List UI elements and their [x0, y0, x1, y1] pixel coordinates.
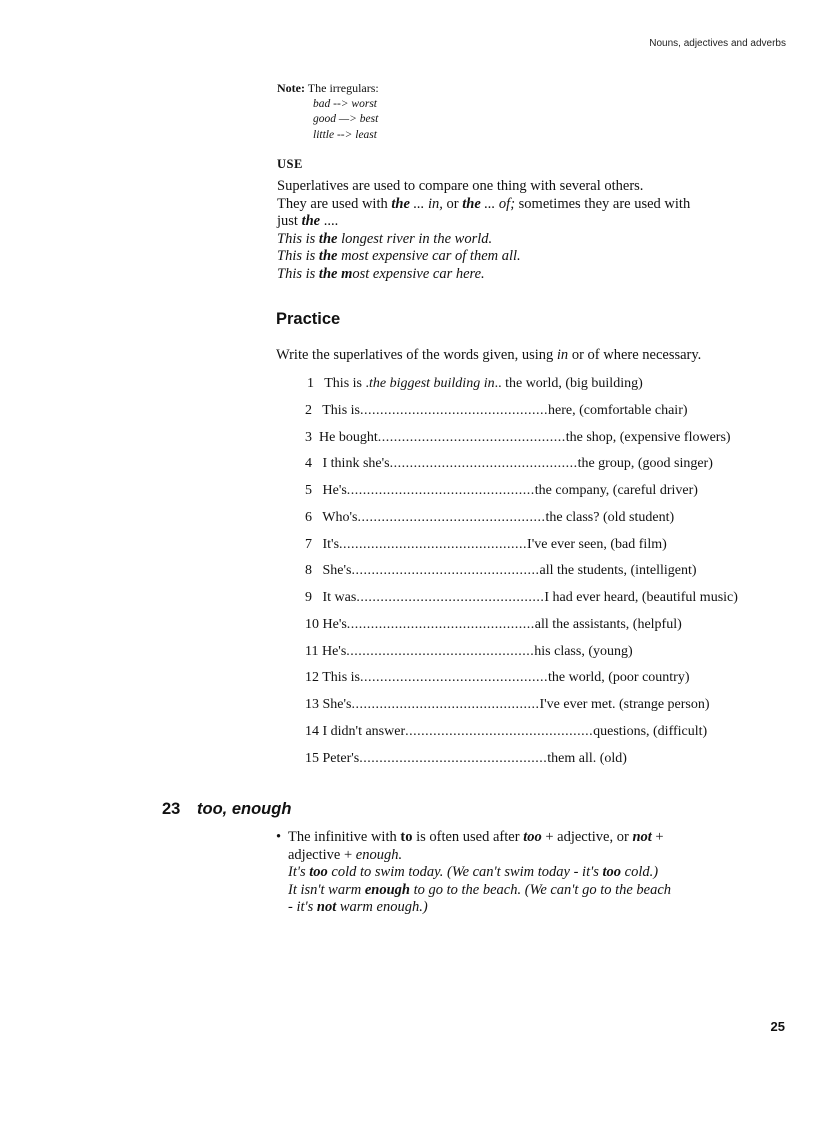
answer-blank[interactable]: ...............................................: [359, 403, 548, 418]
irregular-item: good —> best: [313, 113, 379, 125]
exercise-example: 1 This is .the biggest building in.. the world, (big building): [307, 376, 643, 391]
exercise-item[interactable]: 15 Peter's...............................................them all. (old): [305, 751, 627, 766]
example-line-1: It's too cold to swim today. (We can't swim today - it's too cold.): [288, 864, 659, 880]
exercise-item[interactable]: 8 She's...............................................all the students, (intelligent): [305, 563, 697, 578]
explanation-line-2: adjective + enough.: [288, 846, 403, 863]
answer-blank[interactable]: ...............................................: [351, 563, 540, 578]
use-example-2: This is the most expensive car of them all.: [277, 248, 521, 264]
answer-blank[interactable]: ...............................................: [405, 724, 594, 739]
answer-blank[interactable]: ...............................................: [389, 456, 578, 471]
example-line-3: - it's not warm enough.): [288, 899, 428, 915]
use-line-2: They are used with the ... in, or the ... of; sometimes they are used with: [277, 195, 691, 212]
exercise-item[interactable]: 3 He bought...............................................the shop, (expensive flowers): [305, 430, 731, 445]
irregulars-note: [277, 81, 379, 143]
answer-blank[interactable]: ...............................................: [357, 510, 546, 525]
page-number: 25: [770, 1019, 785, 1034]
use-explanation: [277, 178, 747, 283]
answer-blank[interactable]: ...............................................: [356, 590, 545, 605]
exercise-item[interactable]: 14 I didn't answer...............................................questions, (difficult): [305, 724, 708, 739]
explanation-line-1: The infinitive with to is often used after too + adjective, or not +: [288, 829, 664, 845]
exercise-item[interactable]: 10 He's...............................................all the assistants, (helpful): [305, 617, 682, 632]
running-header: Nouns, adjectives and adverbs: [649, 38, 786, 49]
exercise-item[interactable]: 4 I think she's...............................................the group, (good singer): [305, 456, 713, 471]
exercise-item[interactable]: 6 Who's...............................................the class? (old student): [305, 510, 675, 525]
example-line-2: It isn't warm enough to go to the beach. (We can't go to the beach: [288, 881, 672, 898]
exercise-number: 1: [307, 376, 314, 391]
use-heading: USE: [277, 157, 303, 171]
practice-instruction: Write the superlatives of the words given, using in or of where necessary.: [276, 347, 702, 363]
use-example-3: This is the most expensive car here.: [277, 265, 485, 282]
answer-blank[interactable]: ...............................................: [359, 670, 548, 685]
example-answer: the biggest building in: [368, 376, 495, 391]
section-title: too, enough: [197, 800, 292, 818]
irregular-item: bad --> worst: [313, 97, 377, 110]
answer-blank[interactable]: ...............................................: [339, 537, 528, 552]
answer-blank[interactable]: ...............................................: [351, 697, 540, 712]
exercise-item[interactable]: 2 This is...............................................here, (comfortable chair): [305, 403, 688, 418]
exercise-item[interactable]: 5 He's...............................................the company, (careful driver): [305, 483, 698, 498]
exercise-item[interactable]: 13 She's...............................................I've ever met. (strange person): [305, 697, 710, 712]
answer-blank[interactable]: ...............................................: [359, 751, 548, 766]
answer-blank[interactable]: ...............................................: [377, 430, 566, 445]
use-example-1: This is the longest river in the world.: [277, 230, 493, 247]
exercise-item[interactable]: 9 It was...............................................I had ever heard, (beautiful music): [305, 590, 738, 605]
use-line-1: Superlatives are used to compare one thing with several others.: [277, 178, 644, 194]
bullet-marker: •: [276, 829, 282, 845]
irregular-item: little --> least: [313, 128, 377, 141]
use-line-3: just the ....: [277, 213, 339, 229]
practice-heading: Practice: [276, 310, 341, 328]
note-label: Note:: [277, 81, 305, 95]
answer-blank[interactable]: ...............................................: [346, 617, 535, 632]
section-number: 23: [162, 800, 181, 818]
exercise-item[interactable]: 11 He's...............................................his class, (young): [305, 644, 633, 659]
too-enough-explanation: [288, 829, 671, 917]
exercise-item[interactable]: 12 This is...............................................the world, (poor country): [305, 670, 690, 685]
answer-blank[interactable]: ...............................................: [346, 644, 535, 659]
note-intro: The irregulars:: [307, 81, 379, 95]
answer-blank[interactable]: ...............................................: [346, 483, 535, 498]
exercise-item[interactable]: 7 It's...............................................I've ever seen, (bad film): [305, 537, 667, 552]
